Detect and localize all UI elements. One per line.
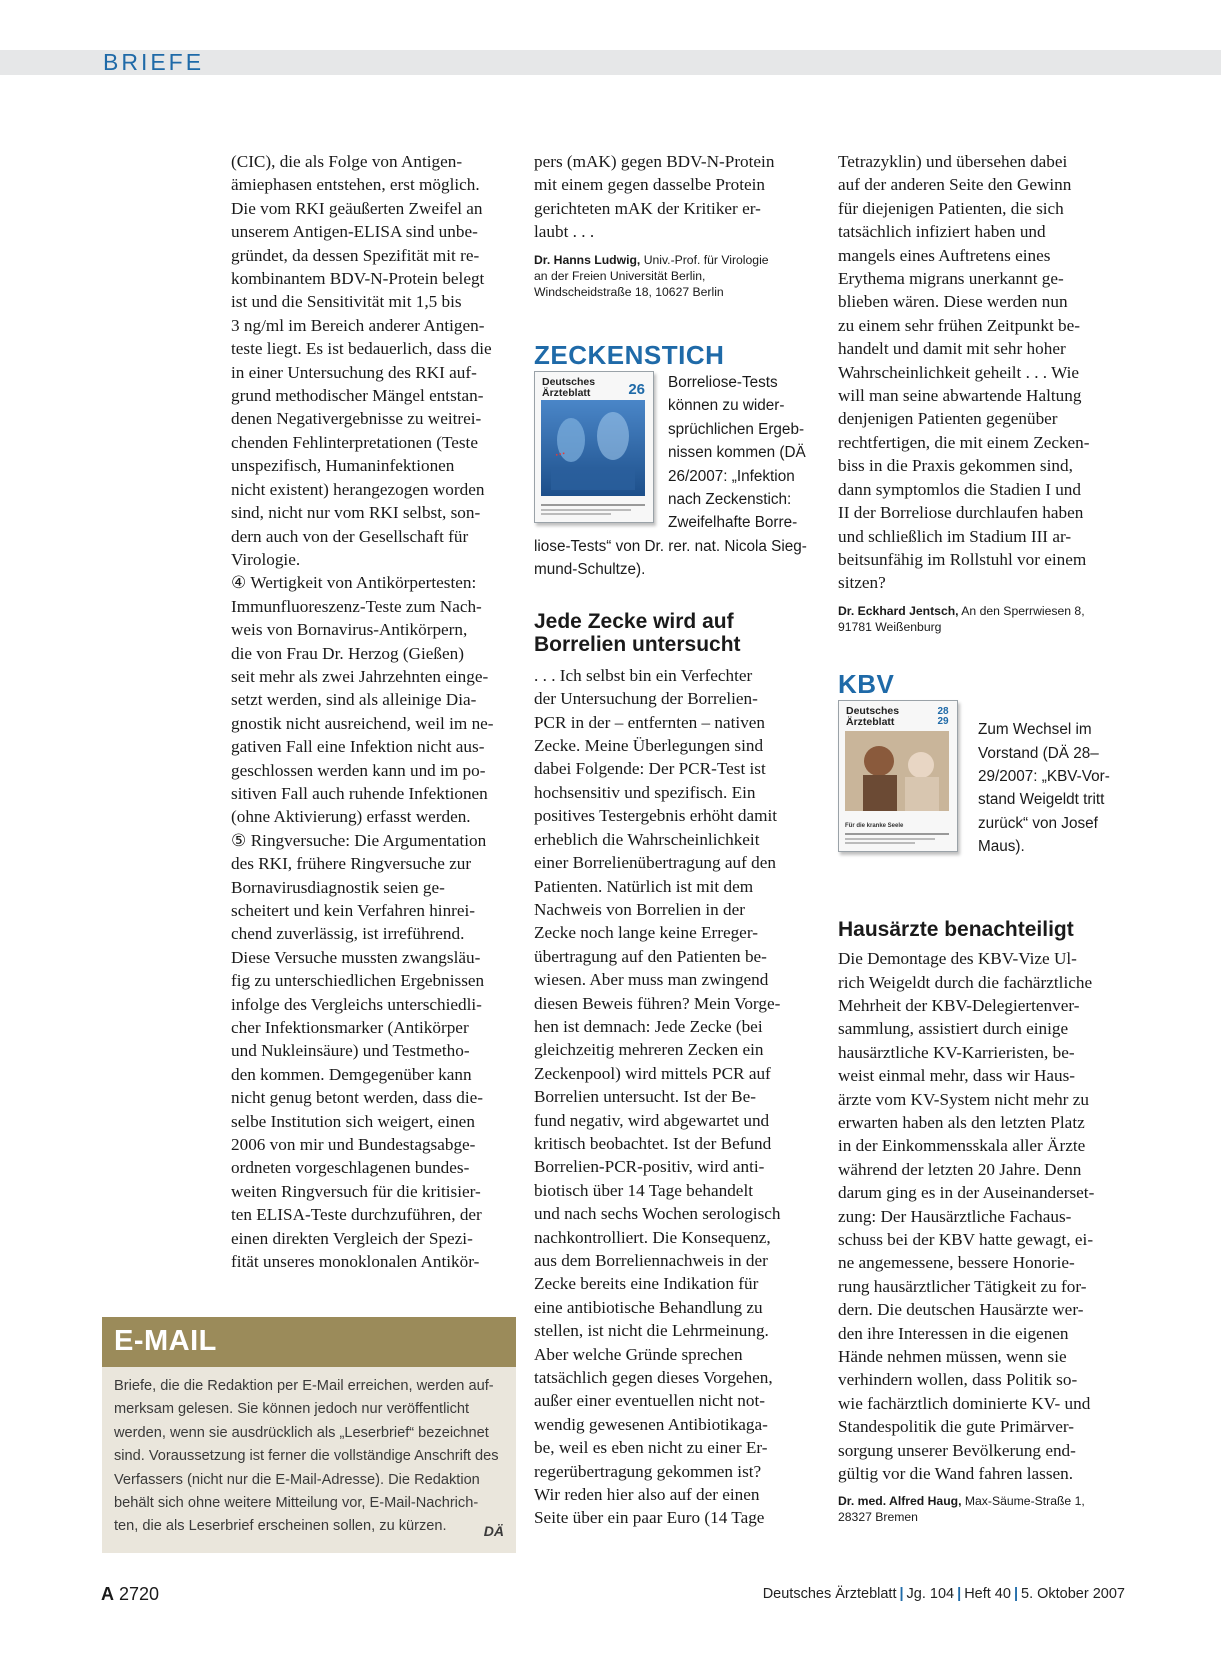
text-line: Borrelien untersucht (534, 632, 741, 656)
text-line: rechtfertigen, die mit einem Zecken- (838, 432, 1090, 452)
signature-ludwig (534, 252, 819, 300)
cover-footer-lines (541, 502, 645, 516)
text-line: Jede Zecke wird auf (534, 609, 734, 633)
text-line: während der letzten 20 Jahre. Denn (838, 1159, 1082, 1179)
text-line: gültig vor die Wand fahren lassen. (838, 1464, 1074, 1484)
text-line: übertragung auf den Patienten be- (534, 946, 767, 966)
col3-intro (838, 150, 1128, 595)
text-line: Zecke. Meine Überlegungen sind (534, 736, 764, 756)
text-line: und Nukleinsäure) und Testmetho- (231, 1041, 470, 1061)
text-line: in der Einkommensskala aller Ärzte (838, 1136, 1086, 1156)
text-line: (ohne Aktivierung) erfasst werden. (231, 807, 471, 827)
text-line: den kommen. Demgegenüber kann (231, 1064, 472, 1084)
text-line: (CIC), die als Folge von Antigen- (231, 152, 463, 171)
text-line: stand Weigeldt tritt (978, 791, 1105, 809)
text-line: gründet, da dessen Spezifität mit re- (231, 245, 480, 265)
email-title: E-MAIL (114, 1325, 217, 1357)
text-line: diesen Beweis führen? Mein Vorge- (534, 993, 781, 1013)
text-line: Maus). (978, 838, 1025, 856)
text-line: rung hausärztlicher Tätigkeit zu for- (838, 1276, 1087, 1296)
text-line: handelt und damit mit sehr hoher (838, 339, 1066, 359)
text-line: pers (mAK) gegen BDV-N-Protein (534, 152, 775, 171)
text-line: Zeckenpool) wird mittels PCR auf (534, 1063, 771, 1083)
text-line: aus dem Borreliennachweis in der (534, 1251, 768, 1270)
text-line: gnostik nicht ausreichend, weil im ne- (231, 713, 494, 733)
text-line: dabei Folgende: Der PCR-Test ist (534, 759, 766, 779)
signature-name: Dr. med. Alfred Haug, (838, 1494, 962, 1509)
address-line: Max-Säume-Straße 1, (964, 1494, 1085, 1509)
section-label: BRIEFE (103, 49, 205, 75)
separator: | (957, 1586, 962, 1602)
text-line: dann symptomlos die Stadien I und (838, 479, 1081, 499)
text-line: fund negativ, wird abgewartet und (534, 1110, 770, 1130)
text-line: Zecke noch lange keine Erreger- (534, 923, 758, 943)
text-line: eine antibiotische Behandlung zu (534, 1297, 763, 1317)
journal-volume: Jg. 104 (906, 1586, 955, 1602)
text-line: können zu wider- (668, 397, 785, 415)
text-line: weiten Ringversuch für die kritisier- (231, 1181, 481, 1201)
text-line: 3 ng/ml im Bereich anderer Antigen- (231, 315, 485, 335)
email-header (102, 1317, 516, 1367)
text-line: für diejenigen Patienten, die sich (838, 198, 1064, 218)
text-line: Erythema migrans unerkannt ge- (838, 269, 1064, 289)
text-line: sorgung unserer Bevölkerung end- (838, 1440, 1076, 1460)
text-line: außer einer eventuellen nicht not- (534, 1391, 765, 1411)
column-2 (534, 150, 819, 1530)
text-line: selbe Institution sich weigert, einen (231, 1111, 475, 1131)
text-line: ordneten vorgeschlagenen bundes- (231, 1158, 470, 1178)
text-line: sitzen? (838, 573, 886, 593)
address-line: an der Freien Universität Berlin, (534, 268, 706, 283)
text-line: Zweifelhafte Borre- (668, 514, 798, 532)
text-line: dern. Die deutschen Hausärzte wer- (838, 1300, 1084, 1320)
text-line: sitiven Fall auch ruhende Infektionen (231, 783, 488, 803)
text-line: sprüchlichen Ergeb- (668, 420, 805, 438)
text-line: Tetrazyklin) und übersehen dabei (838, 152, 1068, 171)
text-line: Die vom RKI geäußerten Zweifel an (231, 198, 483, 218)
text-line: dern auch von der Gesellschaft für (231, 526, 469, 546)
text-line: wendig gewesenen Antibiotikaga- (534, 1414, 768, 1434)
text-line: hausärztliche KV-Karrieristen, be- (838, 1042, 1075, 1062)
text-line: auf der anderen Seite den Gewinn (838, 175, 1072, 195)
svg-text:…: … (553, 444, 567, 459)
text-line: in einer Untersuchung des RKI auf- (231, 362, 477, 382)
kicker-kbv: KBV (838, 668, 895, 699)
col2-body (534, 664, 819, 1530)
cover-number: 26 (628, 381, 645, 399)
text-line: Seite über ein paar Euro (14 Tage (534, 1508, 765, 1528)
text-line: Nachweis von Borrelien in der (534, 899, 745, 919)
text-line: nachkontrolliert. Die Konsequenz, (534, 1227, 771, 1247)
text-line: weis von Bornavirus-Antikörpern, (231, 620, 468, 640)
journal-footer (763, 1586, 1125, 1602)
signature-name: Dr. Eckhard Jentsch, (838, 603, 959, 618)
text-line: hen ist demnach: Jede Zecke (bei (534, 1016, 763, 1036)
column-1 (231, 150, 521, 1274)
text-line: grund methodischer Mängel entstan- (231, 386, 484, 406)
text-line: positives Testergebnis erhöht damit (534, 806, 778, 826)
text-line: gleichzeitig mehreren Zecken ein (534, 1040, 764, 1060)
text-line: hochsensitiv und spezifisch. Ein (534, 782, 756, 802)
text-line: tatsächlich gegen dieses Vorgehen, (534, 1368, 773, 1388)
text-line: laubt . . . (534, 222, 595, 242)
text-line: . . . Ich selbst bin ein Verfechter (534, 665, 753, 685)
text-line: weist einmal mehr, dass wir Haus- (838, 1066, 1076, 1086)
separator: | (899, 1586, 904, 1602)
address-line: An den Sperrwiesen 8, (961, 603, 1085, 618)
text-line: Borrelien-PCR-positiv, wird anti- (534, 1157, 765, 1177)
text-line: schuss bei der KBV hatte gewagt, ei- (838, 1230, 1094, 1249)
text-line: ist und die Sensitivität mit 1,5 bis (231, 292, 462, 312)
cover-image-26 (534, 371, 654, 523)
cover-image-28-29 (838, 700, 958, 852)
zeckenstich-teaser-block (534, 371, 819, 535)
text-line: Zecke bereits eine Indikation für (534, 1274, 759, 1294)
page-number-value: 2720 (119, 1584, 160, 1604)
text-line: sind, nicht nur vom RKI selbst, son- (231, 503, 481, 523)
text-line: den ihre Interessen in die eigenen (838, 1323, 1069, 1343)
page-prefix: A (101, 1584, 114, 1604)
text-line: erheblich die Wahrscheinlichkeit (534, 829, 760, 849)
text-line: beitsunfähig im Rollstuhl vor einem (838, 549, 1087, 569)
text-line: zurück“ von Josef (978, 814, 1098, 832)
journal-date: 5. Oktober 2007 (1021, 1586, 1125, 1602)
text-line: fig zu unterschiedlichen Ergebnissen (231, 971, 485, 991)
text-line: wiesen. Aber muss man zwingend (534, 970, 769, 990)
text-line: denen Negativergebnisse zu weitrei- (231, 409, 482, 429)
text-line: fität unseres monoklonalen Antikör- (231, 1252, 480, 1272)
zeckenstich-teaser-full (534, 535, 819, 582)
col2-intro (534, 150, 819, 244)
text-line: Bornavirusdiagnostik seien ge- (231, 877, 445, 897)
text-line: gativen Fall eine Infektion nicht aus- (231, 737, 485, 757)
text-line: Wahrscheinlichkeit geheilt . . . Wie (838, 362, 1080, 382)
cover-photo (845, 731, 949, 811)
text-line: Virologie. (231, 549, 301, 569)
text-line: setzt werden, sind als alleinige Dia- (231, 690, 477, 710)
text-line: geschlossen werden kann und im po- (231, 760, 486, 780)
text-line: einen direkten Vergleich der Spezi- (231, 1228, 473, 1248)
separator: | (1013, 1586, 1018, 1602)
text-line: werden, wenn sie ausdrücklich als „Leserbrief“ bezeichnet (114, 1424, 489, 1441)
headline-hausaerzte: Hausärzte benachteiligt (838, 918, 1074, 942)
text-line: verhindern wollen, dass Politik so- (838, 1370, 1078, 1390)
text-line: liose-Tests“ von Dr. rer. nat. Nicola Sieg- (534, 538, 807, 556)
journal-name: Deutsches Ärzteblatt (762, 1586, 897, 1602)
text-line: kritisch beobachtet. Ist der Befund (534, 1133, 772, 1153)
text-line: sind. Voraussetzung ist ferner die vollständige Anschrift des (114, 1448, 499, 1465)
page-number (101, 1584, 159, 1605)
headline-jede-zecke (534, 610, 819, 656)
text-line: 29/2007: „KBV-Vor- (978, 767, 1110, 785)
journal-issue: Heft 40 (964, 1586, 1011, 1602)
text-line: mit einem gegen dasselbe Protein (534, 175, 766, 195)
text-line: tatsächlich infiziert haben und (838, 222, 1046, 242)
text-line: PCR in der – entfernten – nativen (534, 712, 766, 732)
text-line: des RKI, frühere Ringversuche zur (231, 854, 472, 874)
text-line: einer Borrelienübertragung auf den (534, 853, 776, 873)
address-line: 91781 Weißenburg (838, 619, 942, 634)
text-line: ärzte vom KV-System nicht mehr zu (838, 1089, 1089, 1109)
signature-name: Dr. Hanns Ludwig, (534, 252, 641, 267)
text-line: Die Demontage des KBV-Vize Ul- (838, 949, 1077, 969)
text-line: zung: Der Hausärztliche Fachaus- (838, 1206, 1072, 1226)
text-line: kombinantem BDV-N-Protein belegt (231, 269, 485, 289)
text-line: seit mehr als zwei Jahrzehnten einge- (231, 666, 489, 686)
text-line: Briefe, die die Redaktion per E-Mail erreichen, werden auf- (114, 1378, 494, 1394)
text-line: nicht genug betont werden, dass die- (231, 1088, 484, 1108)
text-line: Diese Versuche mussten zwangsläu- (231, 947, 481, 967)
cover-number: 28 29 (937, 706, 949, 728)
text-line: unserem Antigen-ELISA sind unbe- (231, 222, 478, 242)
text-line: 2006 von mir und Bundestagsabge- (231, 1135, 476, 1155)
text-line: erwarten haben als den letzten Platz (838, 1112, 1085, 1132)
text-line: stellen, ist nicht die Lehrmeinung. (534, 1321, 769, 1341)
address-line: Univ.-Prof. für Virologie (643, 252, 769, 267)
text-line: chend zuverlässig, ist irreführend. (231, 924, 465, 944)
text-line: Zum Wechsel im (978, 721, 1092, 739)
text-line: der Untersuchung der Borrelien- (534, 689, 758, 709)
text-line: Immunfluoreszenz-Teste zum Nach- (231, 596, 482, 616)
text-line: biss in die Praxis gekommen sind, (838, 456, 1073, 476)
text-line: infolge des Vergleichs unterschiedli- (231, 994, 482, 1014)
text-line: ten ELISA-Teste durchzuführen, der (231, 1205, 482, 1225)
email-signature: DÄ (483, 1523, 504, 1539)
text-line: denjenigen Patienten gegenüber (838, 409, 1058, 429)
text-line: ten, die als Leserbrief erscheinen sollen, zu kürzen. (114, 1518, 447, 1535)
text-line: mangels eines Auftretens eines (838, 245, 1051, 265)
column-3 (838, 150, 1128, 1525)
text-line: be, weil es eben nicht zu einer Er- (534, 1438, 768, 1458)
text-line: nicht existent) herangezogen worden (231, 479, 485, 499)
text-line: sammlung, assistiert durch einige (838, 1019, 1069, 1039)
text-line: wie fachärztlich dominierte KV- und (838, 1393, 1091, 1413)
signature-jentsch (838, 603, 1128, 635)
text-line: merksam gelesen. Sie können jedoch nur veröffentlicht (114, 1401, 470, 1418)
text-line: Verfassers (nicht nur die E-Mail-Adresse). Die Redaktion (114, 1471, 480, 1488)
text-line: blieben wären. Diese werden nun (838, 292, 1068, 312)
text-line: rich Weigeldt durch die fachärztliche (838, 972, 1093, 992)
text-line: Aber welche Gründe sprechen (534, 1344, 743, 1364)
col1-body (231, 150, 521, 1274)
text-line: und schließlich im Stadium III ar- (838, 526, 1072, 546)
text-line: und nach sechs Wochen serologisch (534, 1204, 781, 1224)
text-line: Mehrheit der KBV-Delegiertenver- (838, 995, 1080, 1015)
text-line: behält sich ohne weitere Mitteilung vor, E-Mail-Nachrich- (114, 1495, 479, 1512)
text-line: biotisch über 14 Tage behandelt (534, 1180, 753, 1200)
address-line: 28327 Bremen (838, 1510, 918, 1525)
text-line: will man seine abwartende Haltung (838, 386, 1082, 406)
text-line: die von Frau Dr. Herzog (Gießen) (231, 643, 464, 663)
text-line: teste liegt. Es ist bedauerlich, dass die (231, 339, 492, 359)
text-line: regerübertragung gekommen ist? (534, 1461, 762, 1481)
address-line: Windscheidstraße 18, 10627 Berlin (534, 284, 724, 299)
text-line: Borrelien untersucht. Ist der Be- (534, 1087, 756, 1107)
signature-haug (838, 1493, 1128, 1525)
text-line: nach Zeckenstich: (668, 491, 792, 509)
text-line: Wir reden hier also auf der einen (534, 1485, 760, 1505)
kbv-teaser-block (838, 700, 1128, 880)
text-line: Patienten. Natürlich ist mit dem (534, 876, 754, 896)
text-line: scheitert und kein Verfahren hinrei- (231, 901, 476, 920)
text-line: ne angemessene, bessere Honorie- (838, 1253, 1075, 1273)
cover-title: Deutsches Ärzteblatt (542, 376, 596, 400)
cover-photo (541, 400, 645, 496)
text-line: nissen kommen (DÄ (668, 444, 806, 462)
text-line: cher Infektionsmarker (Antikörper (231, 1018, 469, 1038)
text-line: 26/2007: „Infektion (668, 467, 795, 485)
text-line: ④ Wertigkeit von Antikörpertesten: (231, 573, 477, 593)
text-line: gerichteten mAK der Kritiker er- (534, 198, 761, 218)
cover-title: Deutsches Ärzteblatt (846, 705, 900, 729)
text-line: II der Borreliose durchlaufen haben (838, 503, 1084, 523)
text-line: chenden Fehlinterpretationen (Teste (231, 432, 478, 452)
email-body (114, 1375, 506, 1539)
text-line: mund-Schultze). (534, 561, 646, 579)
text-line: Borreliose-Tests (668, 374, 778, 392)
zeckenstich-teaser-side (668, 371, 806, 535)
cover-footer-lines (845, 831, 949, 845)
text-line: unspezifisch, Humaninfektionen (231, 456, 455, 476)
email-info-box (102, 1317, 516, 1553)
cover-caption: Für die kranke Seele (845, 823, 904, 830)
text-line: ⑤ Ringversuche: Die Argumentation (231, 830, 487, 850)
text-line: darum ging es in der Auseinanderset- (838, 1183, 1095, 1203)
col3-body (838, 947, 1128, 1485)
text-line: ämiephasen entstehen, erst möglich. (231, 175, 480, 195)
text-line: zu einem sehr frühen Zeitpunkt be- (838, 315, 1080, 335)
text-line: Hände nehmen müssen, wenn sie (838, 1347, 1067, 1367)
text-line: Standespolitik die gute Primärver- (838, 1417, 1074, 1437)
kbv-teaser (978, 718, 1110, 858)
kicker-zeckenstich: ZECKENSTICH (534, 339, 725, 370)
text-line: Vorstand (DÄ 28– (978, 744, 1099, 762)
